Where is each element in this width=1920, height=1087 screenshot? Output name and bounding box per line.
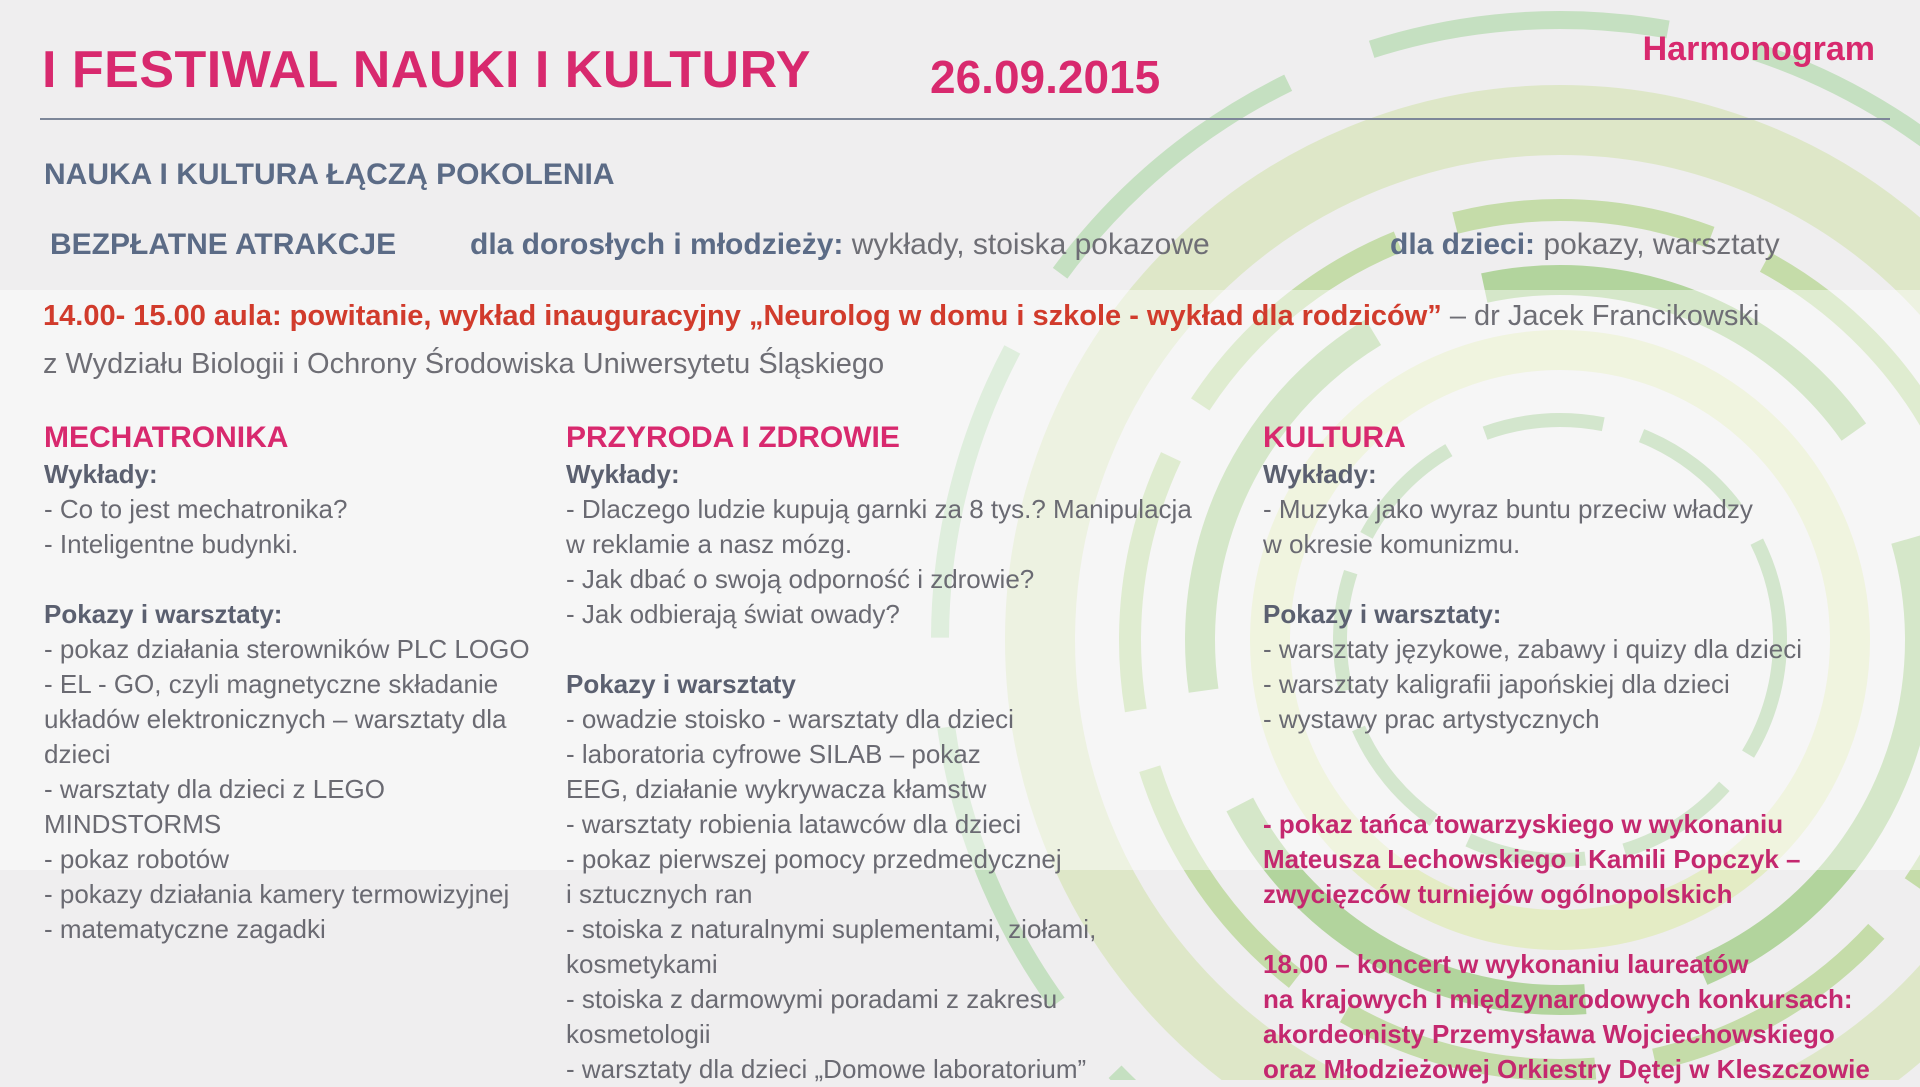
spacer [1263, 737, 1903, 772]
spacer [566, 632, 1226, 667]
header-divider [40, 118, 1890, 120]
list-item: - warsztaty dla dzieci „Domowe laboratorium” [566, 1054, 1087, 1084]
list-item: w okresie komunizmu. [1263, 529, 1521, 559]
lectures-list [566, 492, 1226, 632]
kids-text: pokazy, warsztaty [1535, 228, 1780, 261]
schedule-label: Harmonogram [1642, 30, 1875, 68]
shows-heading: Pokazy i warsztaty [566, 669, 796, 699]
list-item: - Jak odbierają świat owady? [566, 599, 900, 629]
inauguration-event: 14.00- 15.00 aula: powitanie, wykład inauguracyjny „Neurolog w domu i szkole - wykład dla rodziców” [43, 300, 1442, 332]
list-item: - stoiska z naturalnymi suplementami, ziołami, [566, 914, 1097, 944]
adults-text: wykłady, stoiska pokazowe [843, 228, 1210, 261]
list-item: akordeonisty Przemysława Wojciechowskiego [1263, 1019, 1835, 1049]
column-title: PRZYRODA I ZDROWIE [566, 421, 900, 454]
list-item: - Muzyka jako wyraz buntu przeciw władzy [1263, 494, 1753, 524]
lectures-heading: Wykłady: [44, 459, 158, 489]
column-title: KULTURA [1263, 421, 1406, 454]
list-item: i sztucznych ran [566, 879, 753, 909]
shows-heading: Pokazy i warsztaty: [44, 599, 283, 629]
column-kultura [1263, 420, 1903, 1087]
spacer [1263, 912, 1903, 947]
list-item: - pokaz pierwszej pomocy przedmedycznej [566, 844, 1062, 874]
spacer [44, 562, 549, 597]
list-item: - owadzie stoisko - warsztaty dla dzieci [566, 704, 1014, 734]
list-item: - wystawy prac artystycznych [1263, 704, 1600, 734]
column-title: MECHATRONIKA [44, 421, 289, 454]
list-item: w reklamie a nasz mózg. [566, 529, 853, 559]
list-item: - stoiska z darmowymi poradami z zakresu [566, 984, 1058, 1014]
list-item: - laboratoria cyfrowe SILAB – pokaz [566, 739, 981, 769]
inauguration-line [43, 300, 1759, 333]
dance-show-list [1263, 807, 1903, 912]
list-item: - pokaz tańca towarzyskiego w wykonaniu [1263, 809, 1784, 839]
list-item: - Jak dbać o swoją odporność i zdrowie? [566, 564, 1035, 594]
list-item: - matematyczne zagadki [44, 914, 326, 944]
list-item: EEG, działanie wykrywacza kłamstw [566, 774, 987, 804]
shows-list [1263, 632, 1903, 737]
list-item: - pokaz robotów [44, 844, 229, 874]
inauguration-affiliation: z Wydziału Biologii i Ochrony Środowiska Uniwersytetu Śląskiego [43, 348, 885, 380]
lectures-heading: Wykłady: [566, 459, 680, 489]
list-item: na krajowych i międzynarodowych konkursach: [1263, 984, 1853, 1014]
list-item: zwycięzców turniejów ogólnopolskich [1263, 879, 1733, 909]
list-item: układów elektronicznych – warsztaty dla [44, 704, 507, 734]
kids-label: dla dzieci: [1390, 228, 1536, 261]
list-item: - Inteligentne budynki. [44, 529, 299, 559]
adults-label: dla dorosłych i młodzieży: [470, 228, 844, 261]
lectures-heading: Wykłady: [1263, 459, 1377, 489]
list-item: Mateusza Lechowskiego i Kamili Popczyk – [1263, 844, 1801, 874]
list-item: kosmetykami [566, 949, 718, 979]
list-item: oraz Młodzieżowej Orkiestry Dętej w Kleszczowie [1263, 1054, 1870, 1084]
list-item: 18.00 – koncert w wykonaniu laureatów [1263, 949, 1749, 979]
spacer [1263, 562, 1903, 597]
list-item: - warsztaty robienia latawców dla dzieci [566, 809, 1022, 839]
column-mechatronika [44, 420, 549, 947]
list-item: - EL - GO, czyli magnetyczne składanie [44, 669, 499, 699]
lectures-list [44, 492, 549, 562]
column-przyroda [566, 420, 1226, 1087]
inauguration-speaker: – dr Jacek Francikowski [1441, 300, 1760, 332]
festival-date: 26.09.2015 [930, 51, 1161, 103]
shows-list [44, 632, 549, 947]
list-item: - pokazy działania kamery termowizyjnej [44, 879, 510, 909]
list-item: - Dlaczego ludzie kupują garnki za 8 tys.? Manipulacja [566, 494, 1192, 524]
festival-title: I FESTIWAL NAUKI I KULTURY [42, 41, 811, 99]
list-item: - Co to jest mechatronika? [44, 494, 348, 524]
list-item: dzieci [44, 739, 111, 769]
list-item: - pokaz działania sterowników PLC LOGO [44, 634, 530, 664]
list-item: kosmetologii [566, 1019, 711, 1049]
attractions-adults [470, 228, 1210, 262]
shows-heading: Pokazy i warsztaty: [1263, 599, 1502, 629]
spacer [1263, 772, 1903, 807]
attractions-kids [1390, 228, 1780, 262]
shows-list [566, 702, 1226, 1087]
festival-subtitle: NAUKA I KULTURA ŁĄCZĄ POKOLENIA [44, 158, 615, 191]
attractions-heading: BEZPŁATNE ATRAKCJE [50, 228, 397, 261]
list-item: - warsztaty dla dzieci z LEGO [44, 774, 385, 804]
list-item: - warsztaty językowe, zabawy i quizy dla dzieci [1263, 634, 1802, 664]
concert-list [1263, 947, 1903, 1087]
lectures-list [1263, 492, 1903, 562]
list-item: MINDSTORMS [44, 809, 222, 839]
list-item: - warsztaty kaligrafii japońskiej dla dzieci [1263, 669, 1730, 699]
